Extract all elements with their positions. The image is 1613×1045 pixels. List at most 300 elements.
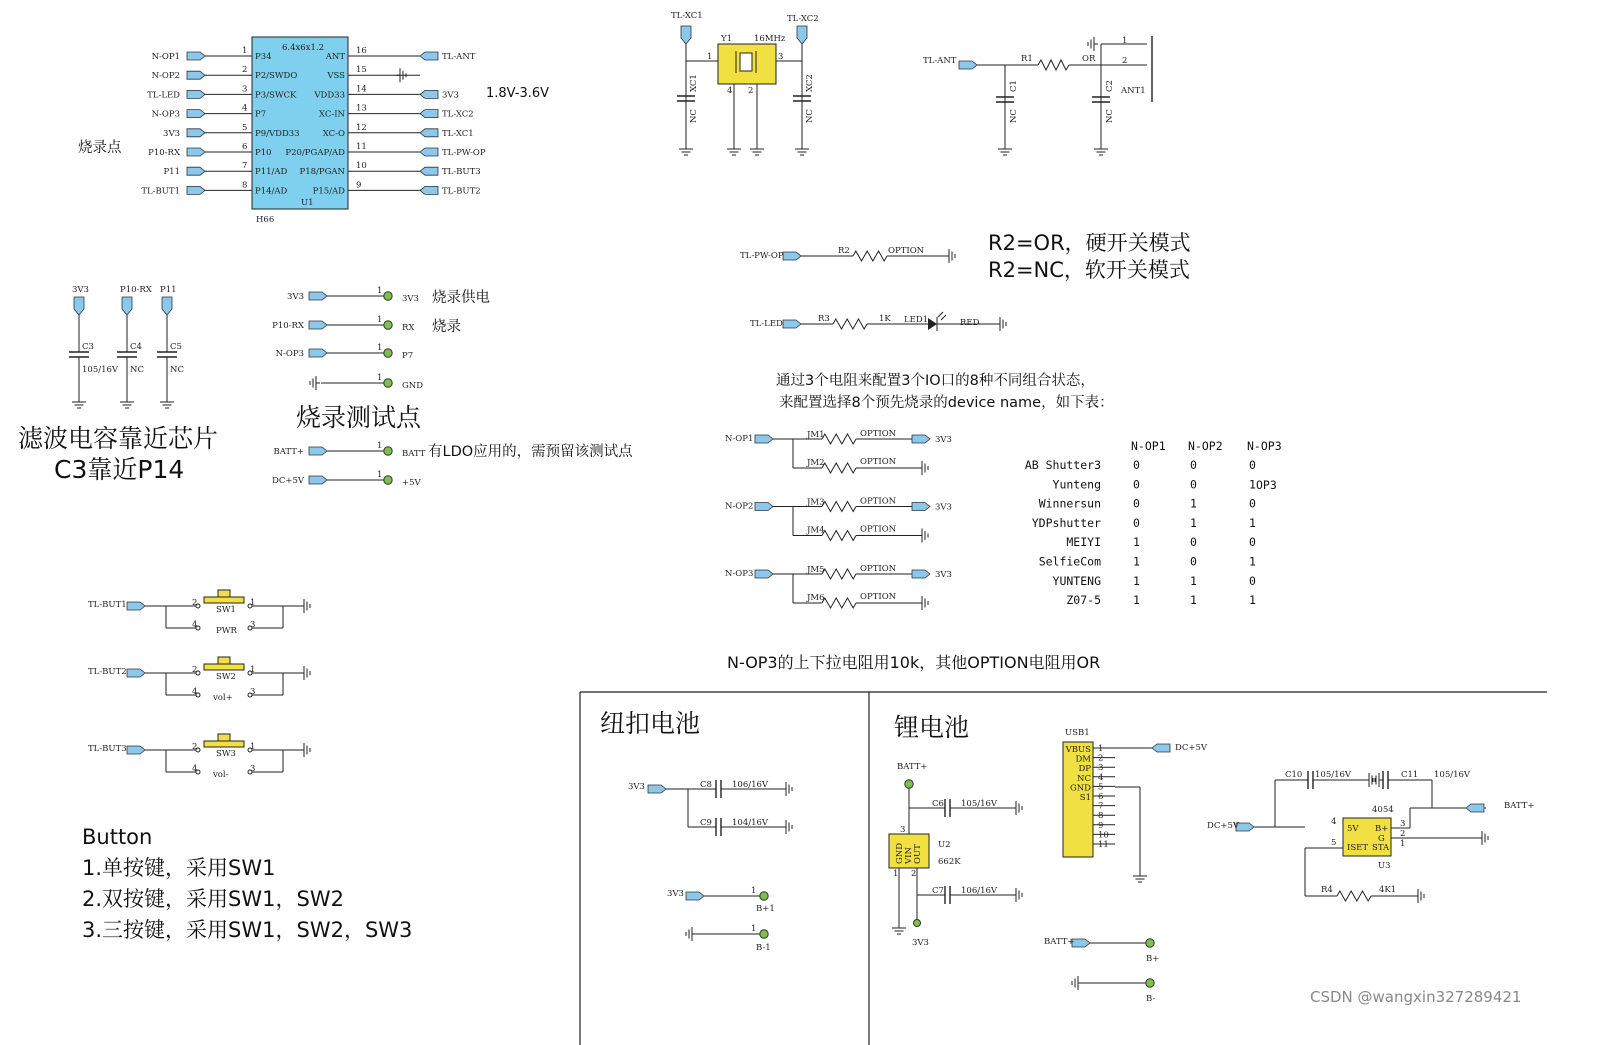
coin-cell-title: 纽扣电池 <box>600 709 701 738</box>
option-jm-up: JM1 <box>807 430 825 440</box>
net-port <box>420 186 438 194</box>
u1-pin-name: P10 <box>255 148 272 158</box>
net-port <box>309 349 327 357</box>
u3-pin-num: 3 <box>1400 819 1406 829</box>
net-port <box>420 148 438 156</box>
u1-pin-number: 16 <box>356 46 367 56</box>
xtal-ref: Y1 <box>721 34 733 44</box>
table-cell: 1 <box>1133 573 1140 588</box>
u1-pin-name: P34 <box>255 52 272 62</box>
ground-symbol <box>300 666 310 680</box>
usb-pin-num: 2 <box>1098 753 1104 764</box>
table-cell: 0 <box>1249 496 1256 511</box>
u3-dc: DC+5V <box>1207 821 1239 831</box>
u1-pin-number: 14 <box>356 84 367 95</box>
u1-pin-number: 3 <box>242 84 248 95</box>
option-label: OPTION <box>860 429 897 439</box>
net-port <box>420 129 438 137</box>
test-point-note: 有LDO应用的，需预留该测试点 <box>428 444 633 460</box>
option-jm-up: JM3 <box>807 497 825 508</box>
coin-pin: 1 <box>751 924 757 934</box>
table-cell: 1 <box>1249 477 1256 492</box>
u1-pin-number: 7 <box>242 161 248 172</box>
usb-pin-num: 10 <box>1098 830 1109 841</box>
option-jm-down: JM4 <box>807 525 825 536</box>
test-points <box>272 286 633 488</box>
resistor <box>1337 891 1371 901</box>
coin-net: 3V3 <box>628 782 645 792</box>
li-c10v: 105/16V <box>1315 770 1352 780</box>
table-cell: 0 <box>1133 515 1140 530</box>
u1-pin-number: 13 <box>356 103 367 114</box>
test-point-num: 1 <box>377 343 383 353</box>
u3-pin-num: 5 <box>1331 838 1337 848</box>
u2-ref: U2 <box>938 840 951 850</box>
net-port <box>648 785 666 793</box>
ground-symbol <box>72 398 86 408</box>
ant-label: ANT1 <box>1121 86 1146 96</box>
xtal-net1: TL-XC1 <box>671 11 703 21</box>
usb-pin-num: 5 <box>1098 782 1104 793</box>
u1-pin-name: P15/AD <box>312 186 345 197</box>
li-c11v: 105/16V <box>1434 770 1471 780</box>
li-battp: BATT+ <box>897 762 928 772</box>
resistor <box>822 502 856 512</box>
xtal-cap1: XC1 <box>689 74 699 92</box>
u1-pin-name: VDD33 <box>314 90 345 101</box>
test-point-note: 烧录供电 <box>432 290 490 306</box>
filter-cap-net: P11 <box>160 285 177 295</box>
test-point-num: 1 <box>377 441 383 451</box>
u3-pin-num: 1 <box>1400 839 1406 849</box>
net-port <box>912 503 930 511</box>
net-port <box>187 148 205 156</box>
test-point-dot <box>1146 979 1154 987</box>
usb-pin-num: 6 <box>1098 792 1104 802</box>
resistor <box>822 531 856 541</box>
u1-left-net: N-OP2 <box>151 71 180 82</box>
table-header: N-OP1 <box>1131 439 1166 453</box>
led-ref: LED1 <box>904 315 929 325</box>
u3-pin: ISET <box>1347 843 1369 853</box>
usb-pin-name: GND <box>1069 783 1091 794</box>
crystal-net-ports <box>681 26 807 44</box>
net-port <box>187 186 205 194</box>
u1-pin-name: XC-O <box>322 128 345 139</box>
test-point-label: GND <box>402 381 424 391</box>
usb-pin-num: 8 <box>1098 811 1104 822</box>
net-port <box>1072 939 1090 947</box>
table-header: N-OP2 <box>1188 439 1223 453</box>
test-point-net: BATT+ <box>273 447 304 457</box>
usb-pin-num: 3 <box>1098 763 1104 774</box>
usb-pin-name: NC <box>1077 773 1091 784</box>
net-port <box>912 435 930 443</box>
switch-actuator <box>204 664 244 670</box>
ground-symbol <box>300 743 310 757</box>
u3-pin: B+ <box>1375 824 1389 834</box>
option-jm-down: JM2 <box>807 458 825 468</box>
voltage-note: 1.8V-3.6V <box>486 86 550 101</box>
switch-label: vol- <box>213 770 229 780</box>
ground-symbol <box>918 596 928 610</box>
option-net: N-OP2 <box>725 501 754 512</box>
test-point-dot <box>905 780 913 788</box>
test-point-num: 1 <box>377 373 383 383</box>
crystal-block <box>671 11 819 155</box>
option-resistors <box>725 429 952 610</box>
table-cell: 0 <box>1249 573 1256 588</box>
net-port <box>187 167 205 175</box>
u1-pin-name: VSS <box>327 71 345 82</box>
switch-pin-num: 1 <box>250 665 256 675</box>
burn-point-note: 烧录点 <box>78 140 122 156</box>
u2-pin-name: VIN <box>904 847 914 864</box>
net-port <box>309 321 327 329</box>
table-cell: 1 <box>1133 593 1140 608</box>
u2-part: 662K <box>938 857 961 867</box>
li-c10: C10 <box>1285 770 1303 780</box>
net-port <box>420 167 438 175</box>
filter-cap-net: P10-RX <box>120 285 152 295</box>
li-battery-circuit <box>889 728 1535 1004</box>
antenna-block <box>923 36 1152 155</box>
test-point-dot <box>384 476 392 484</box>
u1-left-net: N-OP1 <box>151 52 180 62</box>
usb-pin-name: DP <box>1078 764 1091 775</box>
resistor <box>822 463 856 473</box>
net-port <box>187 129 205 137</box>
net-port <box>681 26 691 44</box>
xtal-pin2: 2 <box>748 86 754 96</box>
antenna-port <box>959 61 977 69</box>
switch-pin-num: 4 <box>192 687 198 697</box>
led-net: TL-LED <box>750 319 783 329</box>
switch-pin-num: 1 <box>250 598 256 608</box>
usb-pin-name: DM <box>1075 754 1091 765</box>
filter-cap-value: NC <box>130 365 144 375</box>
table-cell: 0 <box>1133 458 1140 472</box>
net-port <box>187 110 205 118</box>
u1-pin-number: 12 <box>356 122 367 133</box>
u1-pin-name: XC-IN <box>318 109 345 120</box>
switch-pin-num: 4 <box>192 620 198 630</box>
ground-symbol <box>300 599 310 613</box>
usb-pin-num: 9 <box>1098 820 1104 831</box>
net-port <box>686 892 704 900</box>
u1-left-net: TL-LED <box>147 90 180 101</box>
net-port <box>127 746 145 754</box>
u3-pin-num: 4 <box>1331 817 1337 827</box>
switch-actuator <box>204 597 244 603</box>
switch-ref: SW2 <box>216 672 236 682</box>
test-point-label: +5V <box>402 478 421 488</box>
li-c11: C11 <box>1401 770 1419 780</box>
pwop-ref: R2 <box>838 246 850 256</box>
ground-symbol <box>1478 831 1488 845</box>
u1-chip-body <box>252 37 348 209</box>
option-rail: 3V3 <box>935 435 952 445</box>
xtal-net2: TL-XC2 <box>787 14 819 24</box>
net-port <box>187 52 205 60</box>
u3-part: 4054 <box>1372 805 1394 815</box>
ground-symbol <box>1072 976 1082 990</box>
filter-note-2: C3靠近P14 <box>54 455 185 484</box>
u1-ref: U1 <box>301 198 314 208</box>
coin-cell-circuit <box>628 780 792 953</box>
ant-net: TL-ANT <box>923 56 957 66</box>
option-net: N-OP3 <box>725 569 754 579</box>
filter-cap-value: NC <box>170 365 184 375</box>
table-row-name: Yunteng <box>1052 477 1101 492</box>
test-point-net: P10-RX <box>272 321 304 331</box>
u1-right-net: TL-XC1 <box>442 128 474 139</box>
switch-pin-num: 2 <box>192 598 198 608</box>
u1-pin-name: P3/SWCK <box>255 90 297 101</box>
li-c7v: 106/16V <box>961 886 998 896</box>
xtal-cap1-nc: NC <box>689 109 699 123</box>
coin-cap-value: 106/16V <box>732 780 769 790</box>
u2-pin-name: GND <box>895 842 905 864</box>
ant-c1-nc: NC <box>1009 109 1019 123</box>
test-point-net: DC+5V <box>272 476 304 486</box>
usb-pin-num: 11 <box>1098 840 1109 850</box>
li-r4v: 4K1 <box>1379 885 1397 895</box>
u3-battp: BATT+ <box>1504 801 1535 811</box>
u1-pin-name: ANT <box>325 52 345 62</box>
test-point-num: 1 <box>377 315 383 325</box>
button-note-3: 3.三按键，采用SW1，SW2，SW3 <box>82 918 413 942</box>
switch-pin-num: 3 <box>250 687 256 697</box>
usb-pin-num: 4 <box>1098 772 1104 783</box>
test-point-note: 烧录 <box>432 319 461 335</box>
resistor <box>833 319 867 329</box>
u1-right-net: 3V3 <box>442 90 459 101</box>
switch-button-top <box>218 590 230 597</box>
net-port <box>959 61 977 69</box>
test-point-label: 3V3 <box>402 294 419 304</box>
u1-pin-number: 2 <box>242 65 248 76</box>
filter-cap-net: 3V3 <box>72 285 89 295</box>
table-cell: 1 <box>1190 496 1197 511</box>
xtal-cap2: XC2 <box>805 74 815 92</box>
net-port <box>309 292 327 300</box>
switch-pin-num: 3 <box>250 764 256 774</box>
ground-symbol <box>120 398 134 408</box>
table-cell: 0 <box>1249 535 1256 550</box>
table-cell: 0 <box>1190 554 1197 569</box>
net-port <box>127 602 145 610</box>
switch-pin-num: 2 <box>192 665 198 675</box>
test-point-net: N-OP3 <box>275 349 304 359</box>
u1-pin-number: 15 <box>356 65 367 76</box>
usb-pin-num: 7 <box>1098 801 1104 812</box>
usb-pin-name: VBUS <box>1065 745 1091 755</box>
ant-c1: C1 <box>1009 80 1019 92</box>
ground-symbol <box>310 376 320 390</box>
button-net: TL-BUT3 <box>88 744 127 754</box>
test-point-label: BATT <box>402 449 426 459</box>
r2-nc-note: R2=NC，软开关模式 <box>988 258 1190 282</box>
xtal-pin1: 1 <box>707 52 713 62</box>
u3-pin-num: 2 <box>1400 829 1406 839</box>
u1-right-net: TL-BUT3 <box>442 167 481 178</box>
net-port <box>1466 804 1484 812</box>
table-header: N-OP3 <box>1247 439 1282 453</box>
net-port <box>122 297 132 315</box>
test-point-label: P7 <box>402 351 414 361</box>
ground-symbol <box>996 317 1006 331</box>
led-color: RED <box>960 318 980 328</box>
u1-pin-number: 8 <box>242 180 248 191</box>
table-cell: 1 <box>1133 535 1140 550</box>
coin-cap-ref: C9 <box>700 818 712 828</box>
ant-r1: R1 <box>1021 54 1033 64</box>
net-port <box>162 297 172 315</box>
out-dot <box>914 920 921 927</box>
pwop-net: TL-PW-OP <box>740 251 784 261</box>
option-jm-up: JM5 <box>807 565 825 575</box>
ground-symbol <box>1012 801 1022 815</box>
ground-symbol <box>918 529 928 543</box>
li-out: 3V3 <box>912 938 929 948</box>
filter-note-1: 滤波电容靠近芯片 <box>18 424 219 453</box>
test-point-num: 1 <box>377 470 383 480</box>
coin-bplus: B+1 <box>756 904 775 914</box>
net-port <box>755 435 773 443</box>
batt-bplus: B+ <box>1146 954 1160 964</box>
ground-symbol <box>1012 888 1022 902</box>
net-port <box>187 90 205 98</box>
u3-ref: U3 <box>1378 861 1391 871</box>
net-port <box>74 297 84 315</box>
u1-left-net: P11 <box>163 167 180 178</box>
option-label: OPTION <box>860 524 897 535</box>
table-row-name: Winnersun <box>1038 496 1101 511</box>
u1-pin-name: P2/SWDO <box>255 71 298 82</box>
table-row-name: SelfieCom <box>1038 554 1101 569</box>
u2-pin-name: OUT <box>913 844 923 864</box>
config-note-2: 来配置选择8个预先烧录的device name，如下表： <box>779 395 1114 411</box>
li-c6v: 105/16V <box>961 799 998 809</box>
batt-term-net: BATT+ <box>1044 937 1075 947</box>
ant-c2-nc: NC <box>1105 109 1115 123</box>
table-cell: 0 <box>1249 458 1256 472</box>
led-circuit <box>750 312 1006 331</box>
resistor <box>822 569 856 579</box>
u1-pin-number: 1 <box>242 46 248 56</box>
batt-bminus: B- <box>1146 994 1156 1004</box>
switch-label: PWR <box>216 626 237 636</box>
table-row-name: YDPshutter <box>1031 515 1101 530</box>
pw-op-circuit <box>740 246 955 263</box>
table-cell: 1 <box>1249 554 1256 569</box>
net-port <box>783 252 801 260</box>
u1-left-net: N-OP3 <box>151 109 180 120</box>
u1-right-net: TL-XC2 <box>442 109 474 120</box>
usb-dc: DC+5V <box>1175 743 1207 753</box>
table-row-name: Z07-5 <box>1066 593 1101 608</box>
switch-ref: SW1 <box>216 605 236 615</box>
table-row-name: YUNTENG <box>1052 573 1101 588</box>
burn-test-points-title: 烧录测试点 <box>296 403 422 432</box>
u1-right-net: TL-BUT2 <box>442 186 481 197</box>
usb-pin-name: S1 <box>1079 793 1091 803</box>
li-r4: R4 <box>1321 885 1333 895</box>
u1-pin-number: 6 <box>242 142 248 152</box>
test-point-dot <box>384 321 392 329</box>
coin-bminus: B-1 <box>756 943 771 953</box>
coin-cap-value: 104/16V <box>732 818 769 828</box>
switch-pin-num: 1 <box>250 742 256 752</box>
net-port <box>187 71 205 79</box>
filter-caps <box>69 285 184 408</box>
li-c7: C7 <box>932 886 944 896</box>
table-cell: 1 <box>1190 593 1197 608</box>
xtal-pin4: 4 <box>727 86 733 96</box>
switch-pin-num: 4 <box>192 764 198 774</box>
button-net: TL-BUT1 <box>88 600 127 610</box>
li-battery-title: 锂电池 <box>894 713 970 742</box>
ant-pin1: 1 <box>1122 36 1128 46</box>
pull-note: N-OP3的上下拉电阻用10k，其他OPTION电阻用OR <box>727 653 1101 672</box>
u1-pin-number: 10 <box>356 161 367 172</box>
u3-pin: G <box>1378 834 1385 844</box>
led-rv: 1K <box>879 314 891 324</box>
usb-ref: USB1 <box>1065 728 1090 738</box>
table-row-name: AB Shutter3 <box>1024 458 1101 472</box>
test-point-dot <box>384 292 392 300</box>
switch-actuator <box>204 741 244 747</box>
u1-pin-name: P7 <box>255 109 267 120</box>
coin-net-2: 3V3 <box>667 889 684 899</box>
resistor <box>822 598 856 608</box>
switch-label: vol+ <box>213 693 233 703</box>
option-label: OPTION <box>860 564 897 574</box>
net-port <box>127 669 145 677</box>
u1-pin-name: P20/PGAP/AD <box>285 148 345 158</box>
test-point-dot <box>384 447 392 455</box>
u1-right-net: TL-PW-OP <box>442 148 486 158</box>
ground-symbol <box>160 398 174 408</box>
button-title: Button <box>82 825 153 849</box>
net-port <box>755 503 773 511</box>
net-port <box>420 110 438 118</box>
filter-cap-ref: C3 <box>82 342 94 352</box>
xtal-cap2-nc: NC <box>805 109 815 123</box>
net-port <box>309 447 327 455</box>
resistor <box>822 434 856 444</box>
u1-block <box>141 37 486 225</box>
ant-pin2: 2 <box>1122 56 1128 66</box>
led-diode <box>928 318 937 330</box>
config-note-1: 通过3个电阻来配置3个IO口的8种不同组合状态， <box>776 373 1095 389</box>
test-point-net: 3V3 <box>287 292 304 302</box>
ground-symbol <box>918 461 928 475</box>
switch-ref: SW3 <box>216 749 236 759</box>
test-point-dot <box>384 349 392 357</box>
table-cell: 0 <box>1190 477 1197 492</box>
u1-pin-name: P11/AD <box>255 167 288 178</box>
table-row-name: MEIYI <box>1066 535 1101 550</box>
test-point-label: RX <box>402 323 415 333</box>
button-note-2: 2.双按键，采用SW1，SW2 <box>82 887 344 911</box>
net-port <box>912 570 930 578</box>
u2-pin-num: 3 <box>900 825 906 835</box>
option-label: OPTION <box>860 592 897 602</box>
option-rail: 3V3 <box>935 570 952 580</box>
table-cell: 0 <box>1133 496 1140 511</box>
